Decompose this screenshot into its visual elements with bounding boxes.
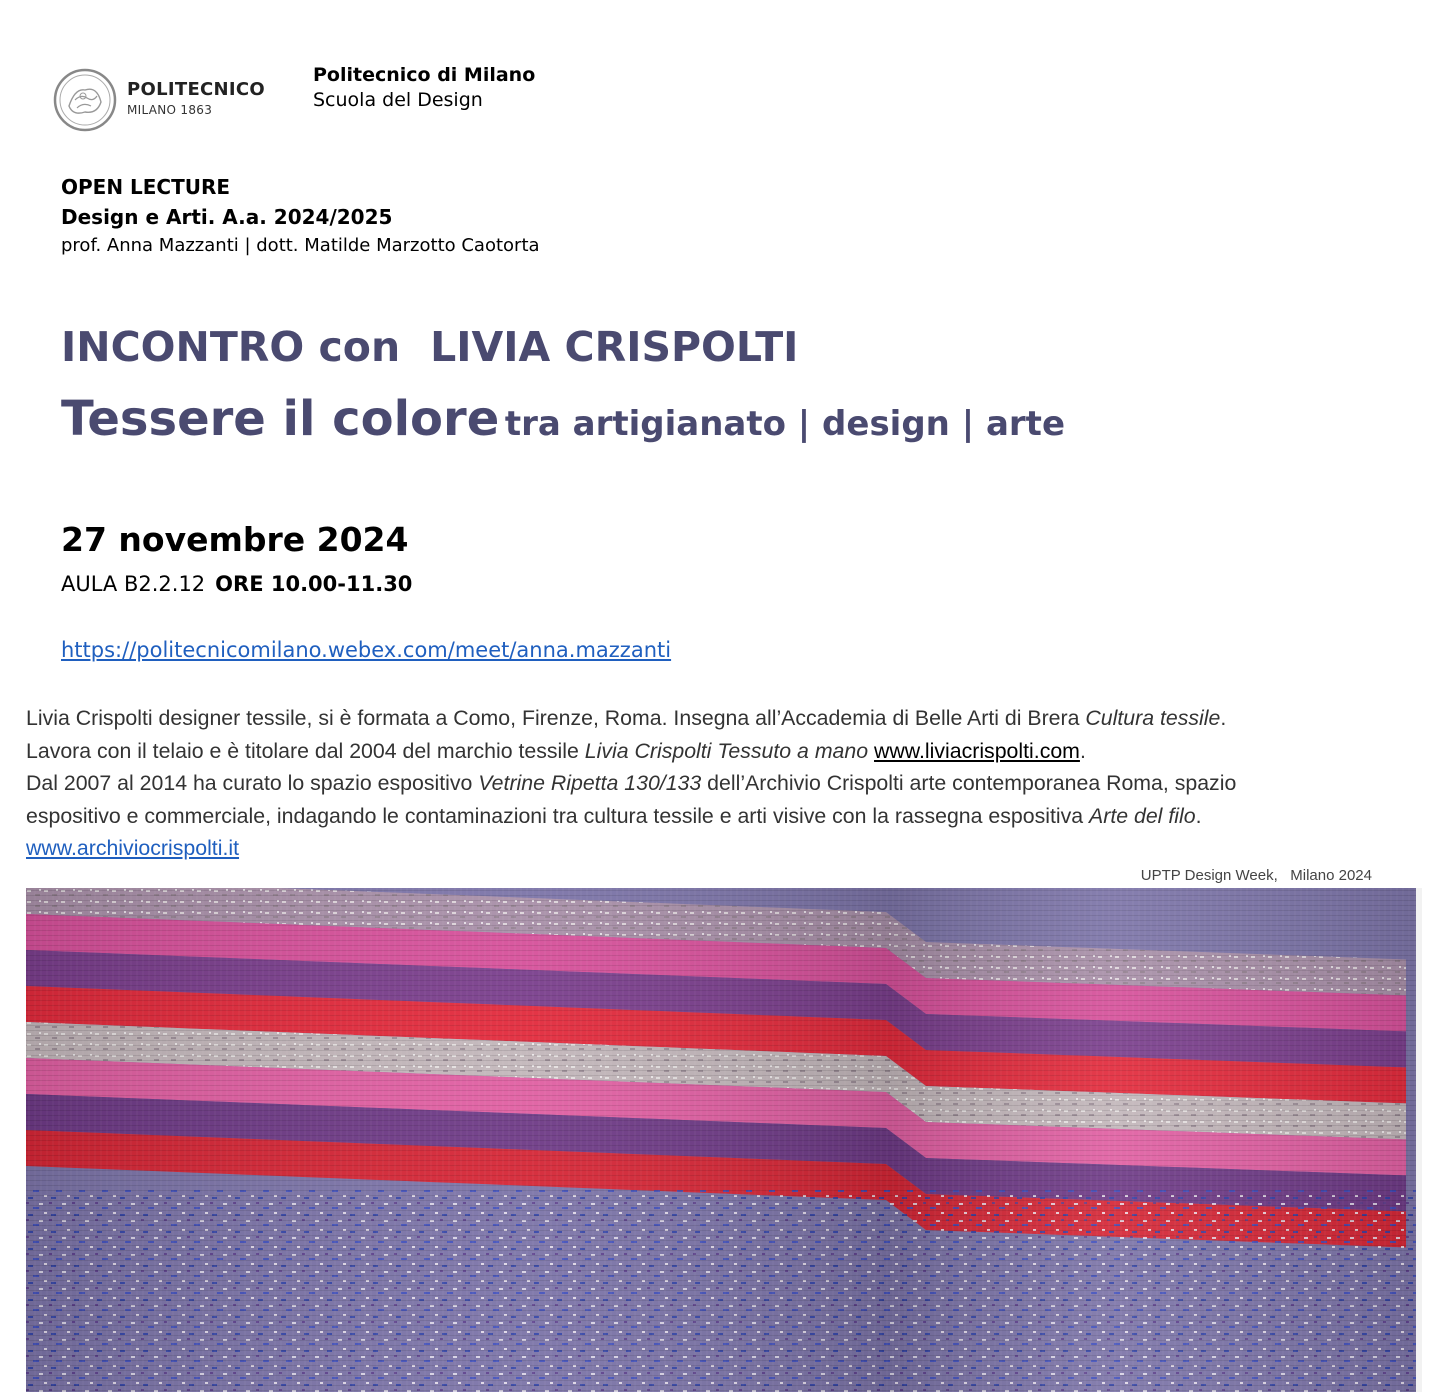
webex-meeting-link[interactable]: https://politecnicomilano.webex.com/meet/anna.mazzanti xyxy=(61,638,672,662)
bio-line xyxy=(26,767,1426,800)
logo-wordmark: POLITECNICO xyxy=(127,79,266,100)
event-time: ORE 10.00-11.30 xyxy=(215,572,413,596)
bio-text: Lavora con il telaio e è titolare dal 2004 del marchio tessile xyxy=(26,738,585,763)
bio-italic: Vetrine Ripetta 130/133 xyxy=(478,771,702,795)
bio-text: . xyxy=(1195,803,1202,828)
bio-text: Dal 2007 al 2014 ha curato lo spazio espositivo xyxy=(26,771,479,795)
bio-italic: Arte del filo xyxy=(1089,803,1196,828)
speaker-name: LIVIA CRISPOLTI xyxy=(430,323,799,371)
liviacrispolti-link[interactable]: www.liviacrispolti.com xyxy=(874,738,1080,763)
speaker-bio xyxy=(26,702,1426,865)
bio-text: espositivo e commerciale, indagando le contaminazioni tra cultura tessile e arti visive con la rassegna espositiva xyxy=(26,803,1090,828)
institution-name: Politecnico di Milano xyxy=(313,64,536,86)
bio-italic: Cultura tessile xyxy=(1085,706,1221,730)
woven-textile-photo xyxy=(26,888,1422,1392)
bio-text: dell’Archivio Crispolti arte contemporanea Roma, spazio xyxy=(701,771,1237,795)
bio-text: . xyxy=(1220,706,1227,730)
lecture-type: OPEN LECTURE xyxy=(61,175,231,199)
bio-italic: Livia Crispolti Tessuto a mano xyxy=(584,738,869,763)
event-date: 27 novembre 2024 xyxy=(61,520,409,559)
course-name: Design e Arti. A.a. 2024/2025 xyxy=(61,205,393,229)
event-room: AULA B2.2.12 xyxy=(61,572,206,596)
school-name: Scuola del Design xyxy=(313,89,483,111)
archiviocrispolti-link[interactable]: www.archiviocrispolti.it xyxy=(26,836,240,860)
bio-line xyxy=(26,702,1426,735)
bio-line xyxy=(26,832,1426,865)
subtitle-topics: tra artigianato | design | arte xyxy=(504,404,1065,444)
subtitle-main: Tessere il colore xyxy=(61,391,500,447)
politecnico-seal-logo xyxy=(53,68,117,132)
bio-text: . xyxy=(1079,738,1086,763)
event-subtitle xyxy=(61,391,1065,447)
bio-text: Livia Crispolti designer tessile, si è formata a Como, Firenze, Roma. Insegna all’Accademia di Belle Arti di Brera xyxy=(26,706,1086,730)
bio-line xyxy=(26,800,1426,833)
title-intro: INCONTRO con xyxy=(61,323,401,371)
bio-line xyxy=(26,735,1426,768)
image-caption: UPTP Design Week, Milano 2024 xyxy=(1140,867,1372,884)
event-title xyxy=(61,323,798,371)
event-place xyxy=(61,572,412,596)
teachers: prof. Anna Mazzanti | dott. Matilde Marzotto Caotorta xyxy=(61,235,540,256)
logo-subtitle: MILANO 1863 xyxy=(127,103,213,117)
